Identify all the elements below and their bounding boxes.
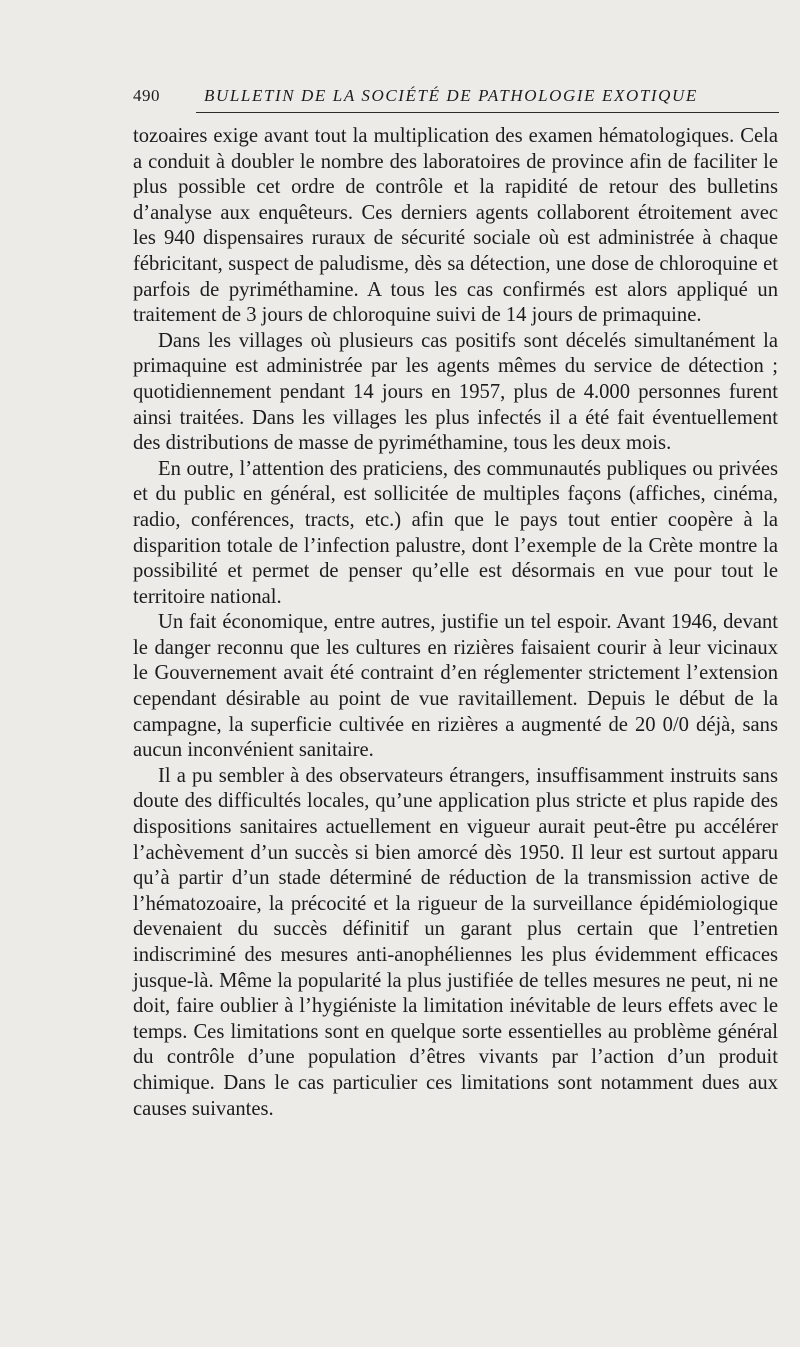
paragraph: Dans les villages où plusieurs cas positifs sont décelés simultanément la primaquine est administrée par les agents mêmes du service de détection ; quotidiennement pendant 14 jours en 1957, plus de 4.000 personnes furent ainsi traitées. Dans les villages les plus infectés il a été fait éventuellement des distributions de masse de pyriméthamine, tous les deux mois.: [133, 329, 778, 455]
page-number: 490: [133, 86, 160, 105]
paragraph: Il a pu sembler à des observateurs étrangers, insuffisamment instruits sans doute des difficultés locales, qu’une application plus stricte et plus rapide des dispositions sanitaires actuellement en vigueur aurait peut-être pu accélérer l’achèvement d’un succès si bien amorcé dès 1950. Il leur est surtout apparu qu’à partir d’un stade déterminé de réduction de la transmission active de l’hématozoaire, la précocité et la rigueur de la surveillance épidémiologique devenaient du succès définitif un garant plus certain que l’entretien indiscriminé des mesures anti-anophéliennes les plus évidemment efficaces jusque-là. Même la popularité la plus justifiée de telles mesures ne peut, ni ne doit, faire oublier à l’hygiéniste la limitation inévitable de leurs effets avec le temps. Ces limitations sont en quelque sorte essentielles au problème général du contrôle d’une population d’êtres vivants par l’action d’un produit chimique. Dans le cas particulier ces limitations sont notamment dues aux causes suivantes.: [133, 764, 778, 1120]
paragraph-continued: tozoaires exige avant tout la multiplication des examen hématologiques. Cela a conduit à doubler le nombre des laboratoires de province afin de faciliter le plus possible cet ordre de contrôle et la rapidité de retour des bulletins d’analyse aux enquêteurs. Ces derniers agents collaborent étroitement avec les 940 dispensaires ruraux de sécurité sociale où est administrée à chaque fébricitant, suspect de paludisme, dès sa détection, une dose de chloroquine et parfois de pyriméthamine. A tous les cas confirmés est alors appliqué un traitement de 3 jours de chloroquine suivi de 14 jours de primaquine.: [133, 125, 778, 327]
paragraph: Un fait économique, entre autres, justifie un tel espoir. Avant 1946, devant le danger reconnu que les cultures en rizières faisaient courir à leur vicinaux le Gouvernement avait été contraint d’en réglementer strictement l’extension cependant désirable au point de vue ravitaillement. Depuis le début de la campagne, la superficie cultivée en rizières a augmenté de 20 0/0 déjà, sans aucun inconvénient sanitaire.: [133, 611, 778, 762]
running-head: [133, 86, 778, 110]
body-text: [133, 124, 778, 1122]
paragraph: En outre, l’attention des praticiens, des communautés publiques ou privées et du public en général, est sollicitée de multiples façons (affiches, cinéma, radio, conférences, tracts, etc.) afin que le pays tout entier coopère à la disparition totale de l’infection palustre, dont l’exemple de la Crète montre la possibilité et permet de penser qu’elle est désormais en vue pour tout le territoire national.: [133, 457, 778, 608]
journal-title: BULLETIN DE LA SOCIÉTÉ DE PATHOLOGIE EXOTIQUE: [204, 86, 698, 105]
header-rule: [196, 112, 779, 113]
